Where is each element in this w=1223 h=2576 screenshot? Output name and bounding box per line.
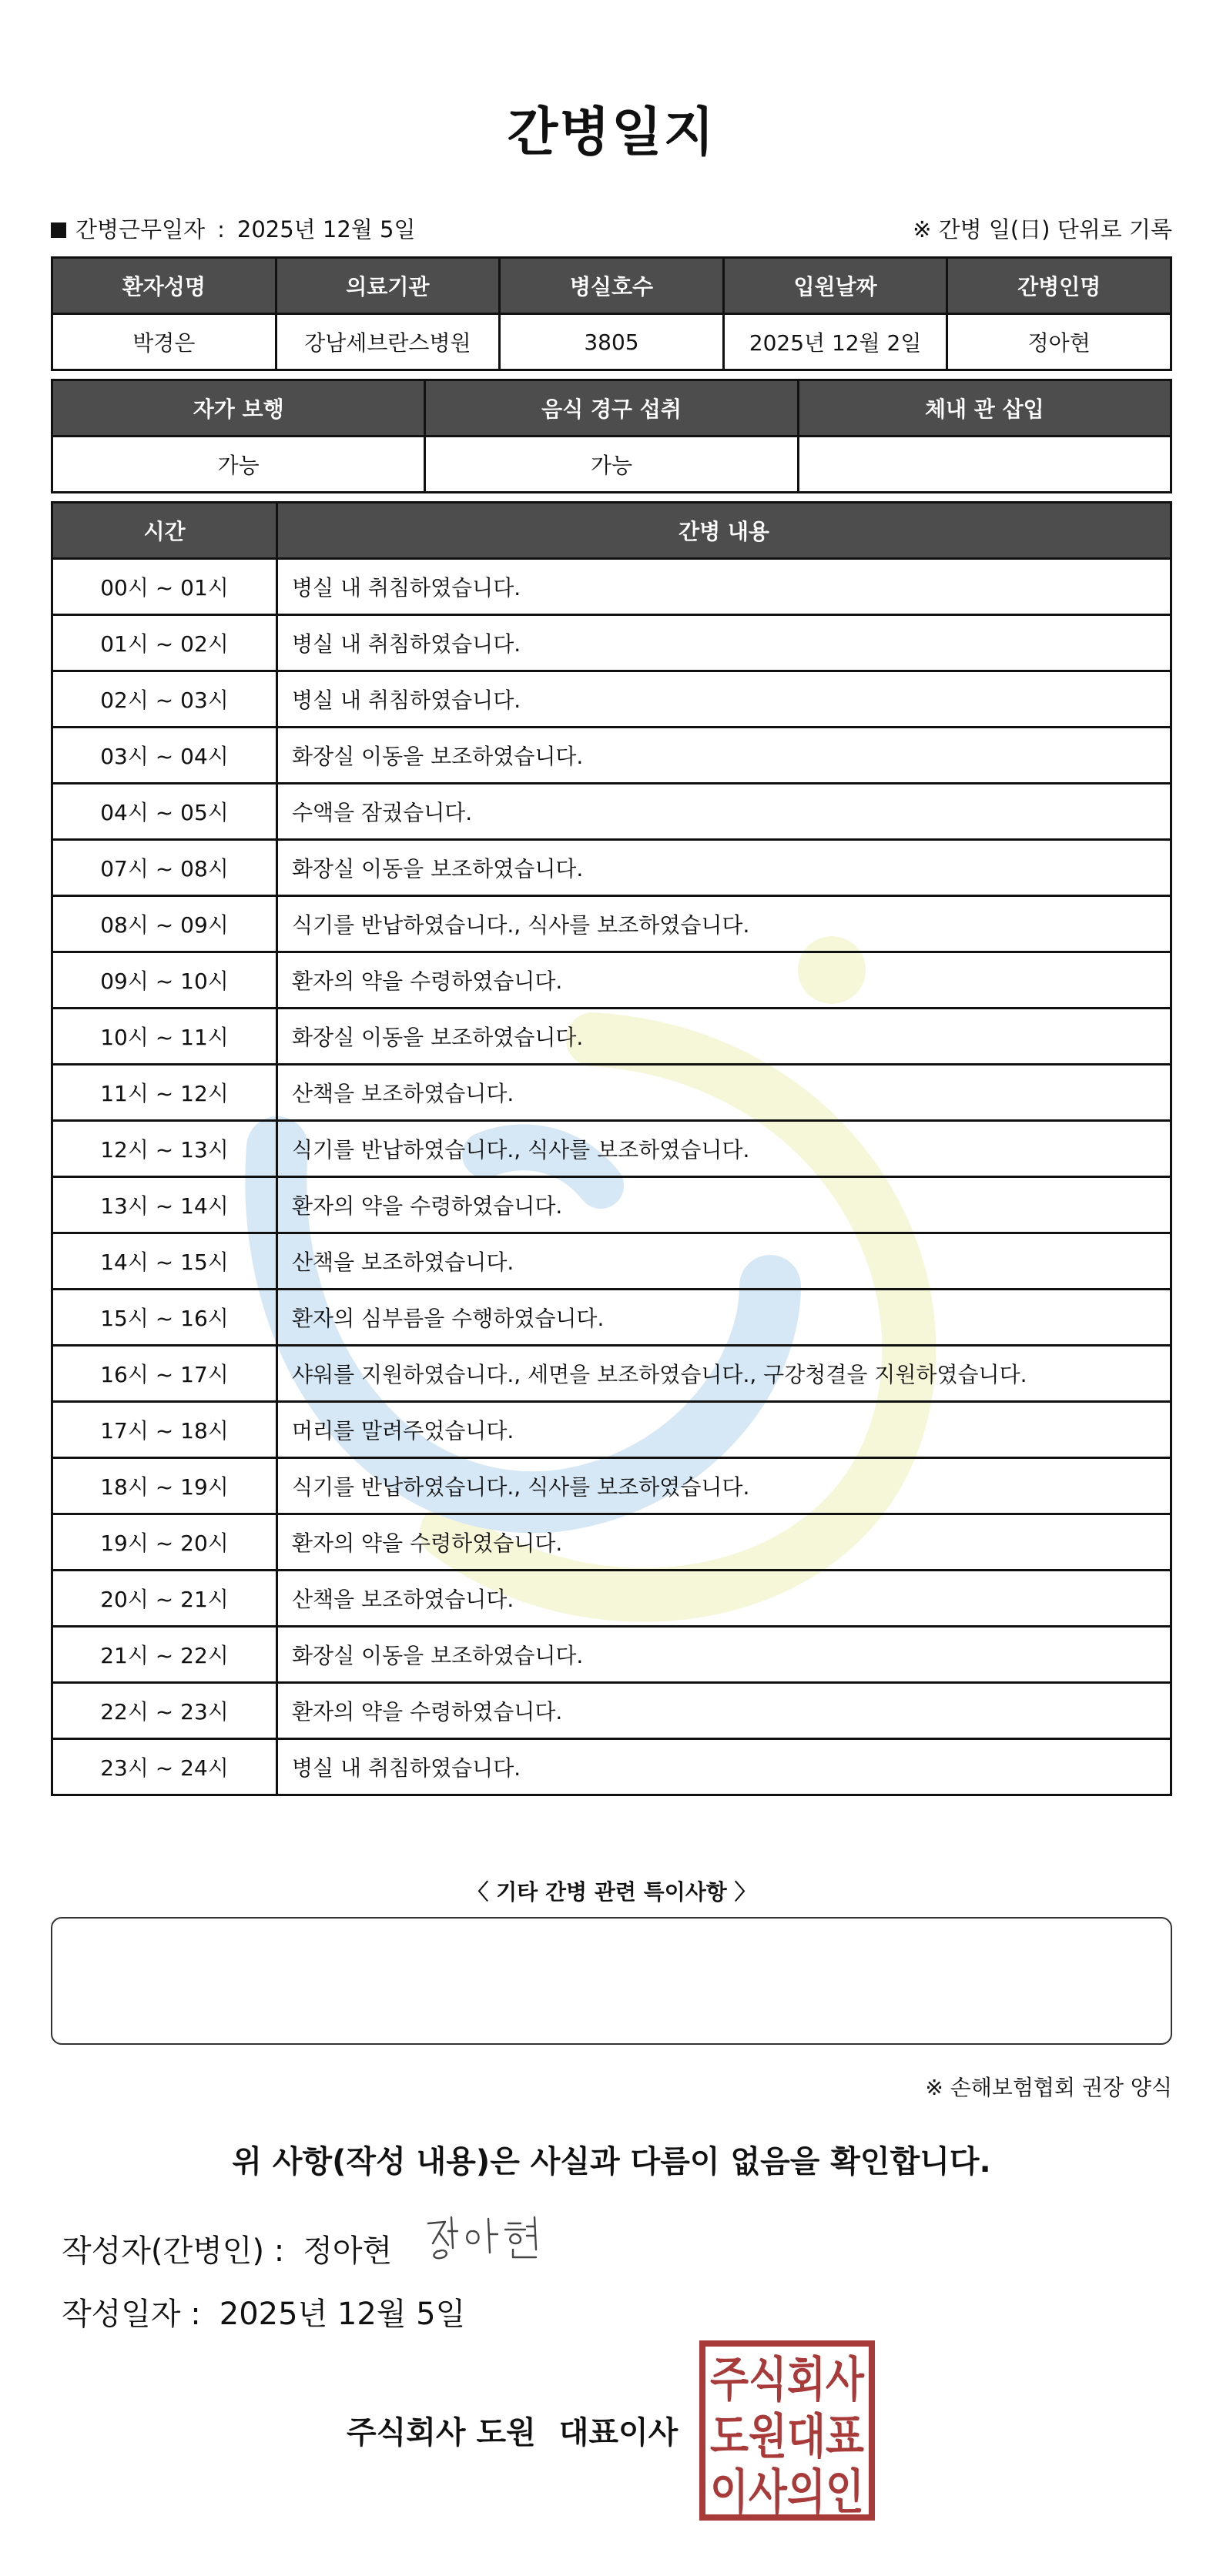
time-cell: 03시 ~ 04시 — [52, 728, 277, 784]
table-row — [52, 840, 1171, 896]
time-cell: 23시 ~ 24시 — [52, 1739, 277, 1795]
patient-name: 박경은 — [52, 314, 276, 370]
written-date-line — [62, 2290, 465, 2333]
work-date — [51, 212, 416, 244]
table-row — [52, 1627, 1171, 1683]
content-cell: 환자의 약을 수령하였습니다. — [277, 1683, 1171, 1739]
time-cell: 17시 ~ 18시 — [52, 1402, 277, 1458]
header-caregiver-name: 간병인명 — [947, 258, 1171, 314]
room-number: 3805 — [500, 314, 724, 370]
header-self-walking: 자가 보행 — [52, 380, 425, 437]
company-role: 대표이사 — [558, 2415, 679, 2451]
status-header-row — [52, 380, 1171, 437]
content-cell: 환자의 약을 수령하였습니다. — [277, 952, 1171, 1009]
header-tube-insertion: 체내 관 삽입 — [798, 380, 1171, 437]
time-cell: 18시 ~ 19시 — [52, 1458, 277, 1514]
table-row — [52, 1290, 1171, 1346]
table-row — [52, 1009, 1171, 1065]
table-row — [52, 615, 1171, 671]
content-cell: 화장실 이동을 보조하였습니다. — [277, 1627, 1171, 1683]
content-cell: 환자의 약을 수령하였습니다. — [277, 1514, 1171, 1571]
content-cell: 병실 내 취침하였습니다. — [277, 1739, 1171, 1795]
company-seal — [699, 2340, 875, 2521]
content-cell: 수액을 잠궜습니다. — [277, 784, 1171, 840]
special-notes-title: 〈 기타 간병 관련 특이사항 〉 — [467, 1879, 756, 1905]
header-hospital: 의료기관 — [276, 258, 500, 314]
content-cell: 화장실 이동을 보조하였습니다. — [277, 1009, 1171, 1065]
writer-label: 작성자(간병인) : — [62, 2233, 285, 2269]
colon: : — [217, 216, 225, 243]
time-cell: 22시 ~ 23시 — [52, 1683, 277, 1739]
table-row — [52, 1571, 1171, 1627]
table-row — [52, 559, 1171, 615]
time-cell: 08시 ~ 09시 — [52, 896, 277, 952]
patient-status-table — [51, 379, 1172, 493]
content-cell: 환자의 약을 수령하였습니다. — [277, 1177, 1171, 1233]
patient-info-table — [51, 256, 1172, 371]
header-time: 시간 — [52, 503, 277, 559]
svg-text:이사의인: 이사의인 — [710, 2464, 864, 2520]
patient-value-row — [52, 314, 1171, 370]
table-row — [52, 1458, 1171, 1514]
content-cell: 병실 내 취침하였습니다. — [277, 671, 1171, 728]
status-value-row — [52, 437, 1171, 493]
time-cell: 09시 ~ 10시 — [52, 952, 277, 1009]
time-cell: 15시 ~ 16시 — [52, 1290, 277, 1346]
header-room-number: 병실호수 — [500, 258, 724, 314]
content-cell: 산책을 보조하였습니다. — [277, 1233, 1171, 1290]
written-date-label: 작성일자 : — [62, 2297, 201, 2332]
table-row — [52, 1683, 1171, 1739]
svg-text:도원대표: 도원대표 — [710, 2408, 865, 2464]
time-cell: 19시 ~ 20시 — [52, 1514, 277, 1571]
table-row — [52, 1233, 1171, 1290]
meta-row — [51, 212, 1172, 244]
writer-name: 정아현 — [303, 2233, 393, 2269]
caregiver-name: 정아현 — [947, 314, 1171, 370]
time-cell: 10시 ~ 11시 — [52, 1009, 277, 1065]
content-cell: 화장실 이동을 보조하였습니다. — [277, 728, 1171, 784]
table-row — [52, 1346, 1171, 1402]
work-date-label: 간병근무일자 — [75, 216, 206, 243]
content-cell: 환자의 심부름을 수행하였습니다. — [277, 1290, 1171, 1346]
time-cell: 07시 ~ 08시 — [52, 840, 277, 896]
writer-line — [62, 2226, 392, 2270]
handwritten-signature — [422, 2210, 553, 2263]
log-header-row — [52, 503, 1171, 559]
table-row — [52, 1177, 1171, 1233]
table-row — [52, 1065, 1171, 1121]
table-row — [52, 1514, 1171, 1571]
time-cell: 02시 ~ 03시 — [52, 671, 277, 728]
company-signatory — [347, 2408, 678, 2452]
time-cell: 20시 ~ 21시 — [52, 1571, 277, 1627]
time-cell: 14시 ~ 15시 — [52, 1233, 277, 1290]
unit-note: ※ 간병 일(日) 단위로 기록 — [913, 216, 1172, 243]
time-cell: 11시 ~ 12시 — [52, 1065, 277, 1121]
header-oral-intake: 음식 경구 섭취 — [425, 380, 798, 437]
svg-text:주식회사: 주식회사 — [710, 2351, 865, 2407]
table-row — [52, 784, 1171, 840]
time-cell: 00시 ~ 01시 — [52, 559, 277, 615]
table-row — [52, 728, 1171, 784]
special-notes-box — [51, 1917, 1172, 2045]
content-cell: 머리를 말려주었습니다. — [277, 1402, 1171, 1458]
time-cell: 16시 ~ 17시 — [52, 1346, 277, 1402]
header-admission-date: 입원날짜 — [723, 258, 947, 314]
time-cell: 12시 ~ 13시 — [52, 1121, 277, 1177]
table-row — [52, 1121, 1171, 1177]
oral-intake-value: 가능 — [425, 437, 798, 493]
admission-date: 2025년 12월 2일 — [723, 314, 947, 370]
content-cell: 산책을 보조하였습니다. — [277, 1065, 1171, 1121]
table-row — [52, 671, 1171, 728]
table-row — [52, 952, 1171, 1009]
company-name: 주식회사 도원 — [347, 2415, 536, 2451]
time-cell: 21시 ~ 22시 — [52, 1627, 277, 1683]
patient-header-row — [52, 258, 1171, 314]
content-cell: 산책을 보조하였습니다. — [277, 1571, 1171, 1627]
square-bullet-icon — [51, 222, 66, 238]
time-cell: 01시 ~ 02시 — [52, 615, 277, 671]
written-date-value: 2025년 12월 5일 — [219, 2297, 466, 2332]
hospital-name: 강남세브란스병원 — [276, 314, 500, 370]
time-cell: 13시 ~ 14시 — [52, 1177, 277, 1233]
form-source-note: ※ 손해보험협회 권장 양식 — [925, 2075, 1172, 2100]
care-log-table — [51, 501, 1172, 1796]
content-cell: 식기를 반납하였습니다., 식사를 보조하였습니다. — [277, 1458, 1171, 1514]
table-row — [52, 1739, 1171, 1795]
work-date-value: 2025년 12월 5일 — [236, 216, 416, 243]
content-cell: 식기를 반납하였습니다., 식사를 보조하였습니다. — [277, 896, 1171, 952]
content-cell: 식기를 반납하였습니다., 식사를 보조하였습니다. — [277, 1121, 1171, 1177]
header-care-content: 간병 내용 — [277, 503, 1171, 559]
content-cell: 병실 내 취침하였습니다. — [277, 615, 1171, 671]
table-row — [52, 1402, 1171, 1458]
time-cell: 04시 ~ 05시 — [52, 784, 277, 840]
header-patient-name: 환자성명 — [52, 258, 276, 314]
content-cell: 병실 내 취침하였습니다. — [277, 559, 1171, 615]
document-title: 간병일지 — [507, 102, 716, 163]
self-walking-value: 가능 — [52, 437, 425, 493]
confirmation-statement: 위 사항(작성 내용)은 사실과 다름이 없음을 확인합니다. — [232, 2144, 991, 2180]
table-row — [52, 896, 1171, 952]
content-cell: 샤워를 지원하였습니다., 세면을 보조하였습니다., 구강청결을 지원하였습니다. — [277, 1346, 1171, 1402]
tube-insertion-value — [798, 437, 1171, 493]
content-cell: 화장실 이동을 보조하였습니다. — [277, 840, 1171, 896]
